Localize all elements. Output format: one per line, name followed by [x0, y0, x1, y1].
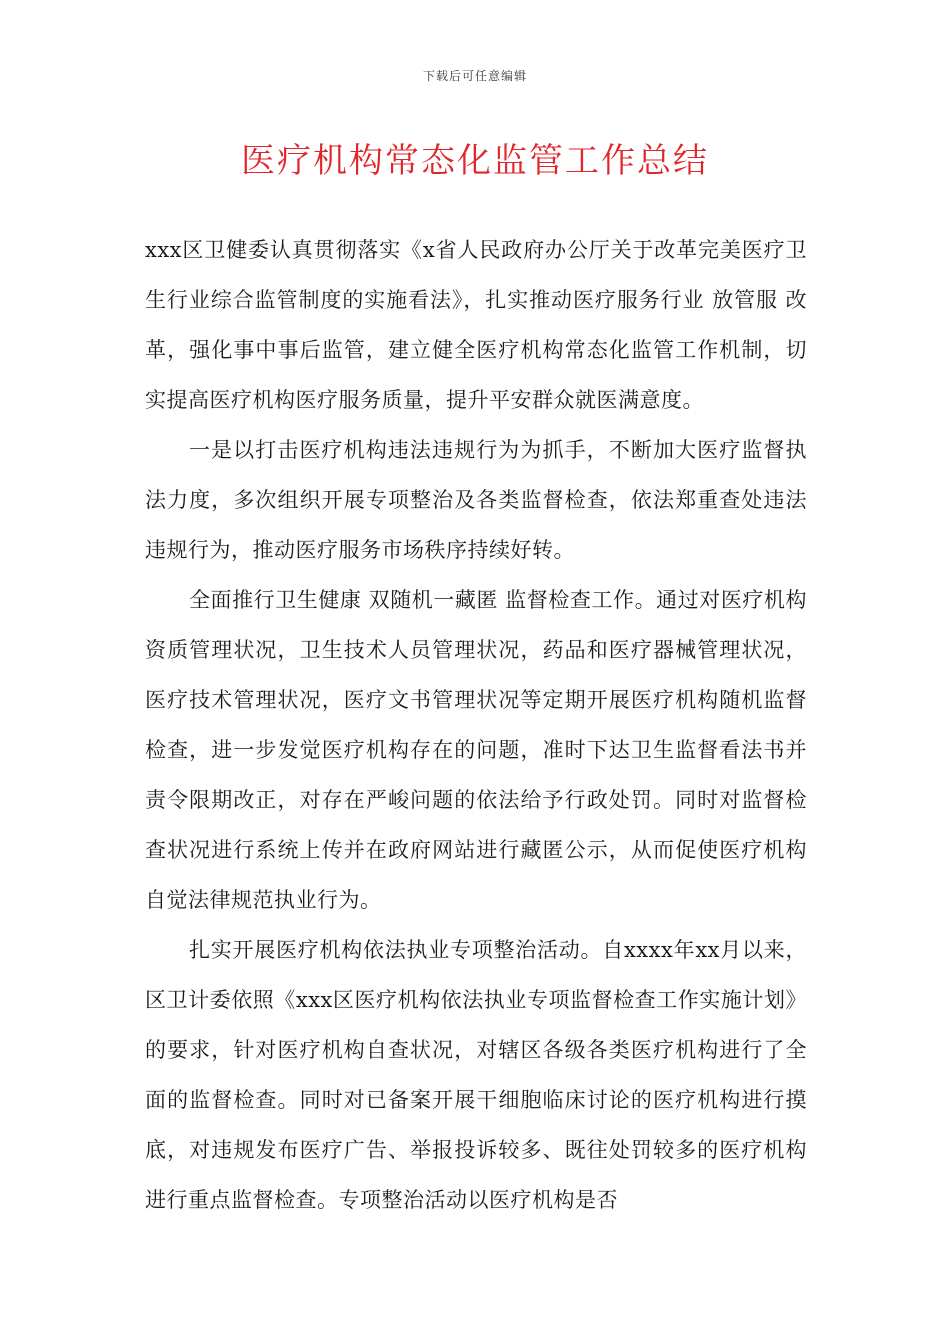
paragraph-random-inspection: 全面推行卫生健康 双随机一藏匿 监督检查工作。通过对医疗机构资质管理状况，卫生技术人员管理状况，药品和医疗器械管理状况，医疗技术管理状况，医疗文书管理状况等定期开展医疗机构随机监督检查，进一步发觉医疗机构存在的问题，准时下达卫生监督看法书并责令限期改正，对存在严峻问题的依法给予行政处罚。同时对监督检查状况进行系统上传并在政府网站进行藏匿公示，从而促使医疗机构自觉法律规范执业行为。 [145, 588, 807, 912]
header-note: 下载后可任意编辑 [422, 69, 527, 83]
paragraph-intro: xxx区卫健委认真贯彻落实《x省人民政府办公厅关于改革完美医疗卫生行业综合监管制度的实施看法》，扎实推动医疗服务行业 放管服 改革，强化事中事后监管，建立健全医疗机构常态化监管工作机制，切实提高医疗机构医疗服务质量，提升平安群众就医满意度。 [145, 238, 807, 412]
document-body [145, 225, 807, 1225]
paragraph-enforcement: 一是以打击医疗机构违法违规行为为抓手，不断加大医疗监督执法力度，多次组织开展专项整治及各类监督检查，依法郑重查处违法违规行为，推动医疗服务市场秩序持续好转。 [145, 438, 807, 562]
paragraph-special-rectification: 扎实开展医疗机构依法执业专项整治活动。自xxxx年xx月以来，区卫计委依照《xxx区医疗机构依法执业专项监督检查工作实施计划》的要求，针对医疗机构自查状况，对辖区各级各类医疗机构进行了全面的监督检查。同时对已备案开展干细胞临床讨论的医疗机构进行摸底，对违规发布医疗广告、举报投诉较多、既往处罚较多的医疗机构进行重点监督检查。专项整治活动以医疗机构是否 [145, 938, 807, 1212]
document-title: 医疗机构常态化监管工作总结 [241, 141, 709, 181]
